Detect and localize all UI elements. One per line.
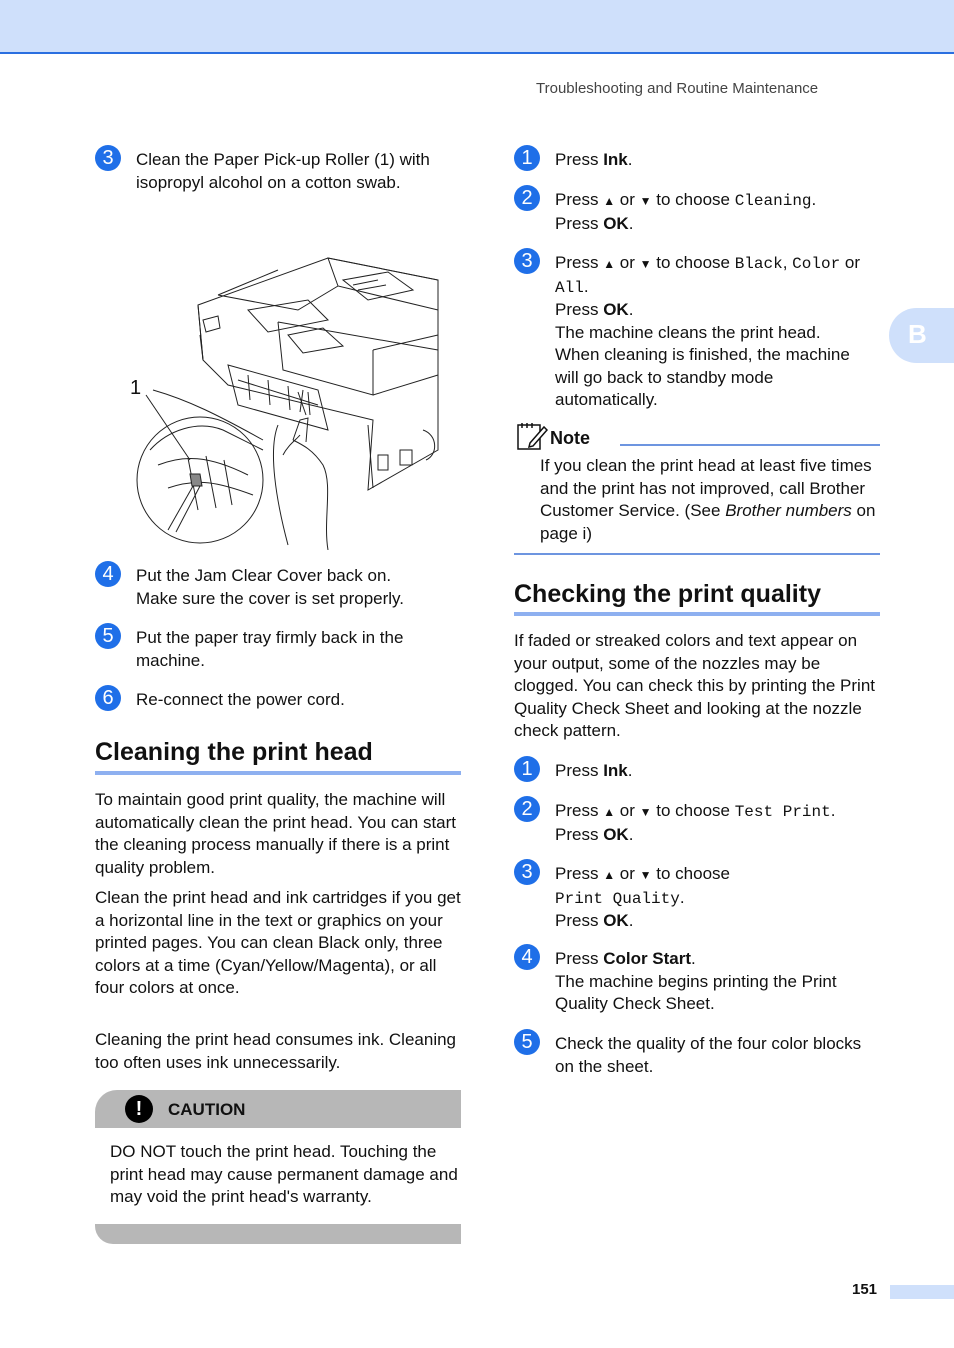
step-text: Press [555,190,604,209]
ink-key: Ink [603,150,628,169]
page-number: 151 [852,1281,878,1298]
heading-rule [514,612,880,616]
chapter-tab [889,308,954,363]
callout-label: 1 [130,377,142,399]
step-line: automatically. [555,390,658,409]
step-line: on the sheet. [555,1056,654,1076]
caution-text: DO NOT touch the print head. Touching the print head may cause permanent damage and may void the print head's warranty. [110,1142,458,1206]
step-text: Press [555,213,604,233]
ok-key: OK [603,213,629,233]
step-number: 5 [514,1029,540,1055]
running-header: Troubleshooting and Routine Maintenance [536,80,819,97]
down-arrow-icon: ▼ [639,257,652,271]
caution-label: CAUTION [168,1100,246,1119]
step-text: Press [555,911,604,930]
step-text: Re-connect the power cord. [136,690,345,709]
note-bottom-rule [514,553,880,555]
step-text: Press [555,824,604,844]
up-arrow-icon: ▲ [603,194,616,208]
ok-key: OK [603,824,629,844]
printer-roller-illustration [128,250,443,550]
ink-key: Ink [603,761,628,780]
step-text: . [679,887,685,907]
menu-option: Print Quality [555,889,680,908]
step-text: . [627,761,633,780]
step-number: 4 [514,944,540,970]
step-text: Press [555,150,604,169]
up-arrow-icon: ▲ [603,805,616,819]
step-line: machine. [136,650,205,670]
step-line: Make sure the cover is set properly. [136,588,405,608]
header-band [0,0,954,54]
section-heading-cleaning: Cleaning the print head [95,738,373,766]
step-number: 2 [514,185,540,211]
step-line: The machine cleans the print head. [555,322,821,342]
step-text: to choose [651,253,735,272]
note-title: Note [550,428,590,448]
step-text: or [615,190,640,209]
note-text-part: on page i) [540,501,876,543]
step-text: Press [555,801,604,820]
step-number: 1 [514,756,540,782]
up-arrow-icon: ▲ [603,868,616,882]
menu-option: Cleaning [734,192,812,210]
ok-key: OK [603,911,629,930]
paragraph: To maintain good print quality, the machine will automatically clean the print head. You can start the cleaning process manually if there is a print quality problem. [95,790,457,877]
step-text: . [628,300,634,319]
step-line: will go back to standby mode [555,367,774,387]
note-text [540,455,880,545]
step-text: . [628,911,634,930]
step-text: or [615,801,640,820]
menu-option: Black [734,255,783,273]
step-text: or [615,864,640,883]
step-text: or [615,253,640,272]
footer-band [890,1285,954,1299]
exclamation-icon: ! [125,1095,153,1123]
section-heading-checking: Checking the print quality [514,580,821,608]
step-line: When cleaning is finished, the machine [555,345,850,364]
step-text: Press [555,761,604,780]
step-text: to choose [651,801,735,820]
menu-option: Test Print [734,803,831,821]
note-reference: Brother numbers [725,501,852,520]
step-text: . [628,213,634,233]
step-line: Check the quality of the four color blocks [555,1034,862,1053]
paragraph: Cleaning the print head consumes ink. Cleaning too often uses ink unnecessarily. [95,1030,457,1072]
step-text: Clean the Paper Pick-up Roller (1) with isopropyl alcohol on a cotton swab. [136,150,430,192]
step-text: , [782,253,793,272]
step-number: 1 [514,145,540,171]
step-text: Press [555,864,604,883]
step-text: Press [555,253,604,272]
caution-footer [95,1224,461,1244]
step-line: Put the Jam Clear Cover back on. [136,566,392,585]
step-line: The machine begins printing the Print [555,971,837,991]
chapter-tab-letter: B [908,319,927,349]
step-text: . [811,190,817,209]
step-text: Press [555,949,604,968]
step-number: 3 [95,145,121,171]
step-line: Put the paper tray firmly back in the [136,628,404,647]
menu-option: Color [792,255,841,273]
note-rule [620,444,880,446]
down-arrow-icon: ▼ [639,194,652,208]
note-text-part: If you clean the print head at least five times and the print has not improved, call Brother Customer Service. (See [540,456,872,520]
step-text: Press [555,300,604,319]
paragraph: Clean the print head and ink cartridges if you get a horizontal line in the text or graphics on your printed pages. You can clean Black only, three colors at a time (Cyan/Yellow/Magenta), or all four colors at once. [95,888,461,997]
step-text: . [830,801,836,820]
step-number: 6 [95,685,121,711]
note-pad-icon [516,421,548,451]
caution-header [95,1090,461,1128]
step-text: . [627,150,633,169]
step-text: or [840,253,861,272]
paragraph: If faded or streaked colors and text appear on your output, some of the nozzles may be clogged. You can check this by printing the Print Quality Check Sheet and looking at the nozzle check pattern. [514,631,876,740]
menu-option: All [555,278,584,297]
step-text: . [583,276,589,296]
down-arrow-icon: ▼ [639,805,652,819]
step-number: 4 [95,561,121,587]
ok-key: OK [603,300,629,319]
step-number: 3 [514,248,540,274]
step-number: 3 [514,859,540,885]
step-number: 5 [95,623,121,649]
heading-rule [95,771,461,775]
step-text: to choose [651,864,730,883]
step-number: 2 [514,796,540,822]
step-text: . [628,824,634,844]
up-arrow-icon: ▲ [603,257,616,271]
down-arrow-icon: ▼ [639,868,652,882]
step-line: Quality Check Sheet. [555,994,715,1013]
step-text: . [691,949,696,968]
color-start-key: Color Start [603,949,692,968]
step-text: to choose [651,190,735,209]
